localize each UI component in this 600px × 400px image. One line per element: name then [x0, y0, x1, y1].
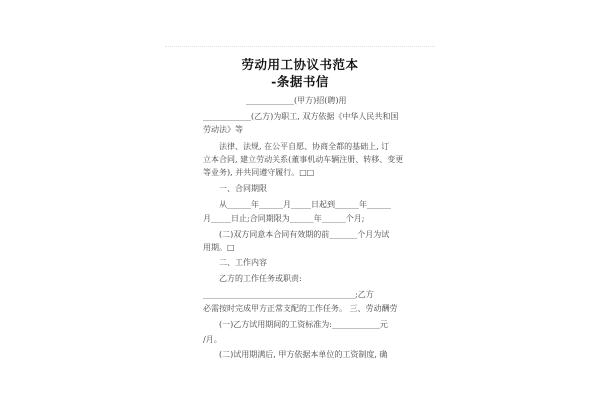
text-line-14: ______________________________________;乙方: [203, 290, 374, 299]
document-subtitle: -条据书信: [271, 74, 329, 89]
text-line-3: 劳动法》等: [203, 125, 243, 134]
text-line-8: 从______年______月_____日起到______年______: [219, 200, 391, 209]
text-line-10: (二)双方同意本合同有效期的前_______个月为试: [219, 230, 390, 239]
text-line-17: /月。: [203, 335, 222, 344]
document-title: 劳动用工协议书范本: [241, 57, 359, 72]
text-line-1: ____________(甲方)招(聘)用: [246, 96, 347, 105]
text-line-13: 乙方的工作任务或职责:: [219, 274, 302, 283]
section-heading-work-content: 二、工作内容: [219, 258, 267, 267]
section-heading-contract-term: 一、合同期限: [219, 184, 267, 193]
text-line-15: 必需按时完成甲方正常支配的工作任务。 三、劳动酬劳: [203, 304, 398, 313]
text-line-4: 法律、法规, 在公平自愿、协商全都的基础上, 订: [219, 142, 390, 151]
text-line-11: 用期。□: [203, 243, 235, 252]
text-line-18: (二)试用期满后, 甲方依据本单位的工资制度, 确: [219, 350, 388, 359]
text-line-16: (一)乙方试用期间的工资标准为:____________元: [219, 320, 388, 329]
text-line-9: 月_____日止;合同期限为______年______个月;: [203, 214, 365, 223]
page-top-dotted-line: [165, 46, 435, 48]
text-line-5: 立本合同, 建立劳动关系(董事机动车辆注册、转移、变更: [203, 155, 404, 164]
text-line-6: 等业务), 并共同遵守履行。□□: [203, 168, 315, 177]
text-line-2: ____________(乙方)为职工, 双方依据《中华人民共和国: [203, 112, 399, 121]
